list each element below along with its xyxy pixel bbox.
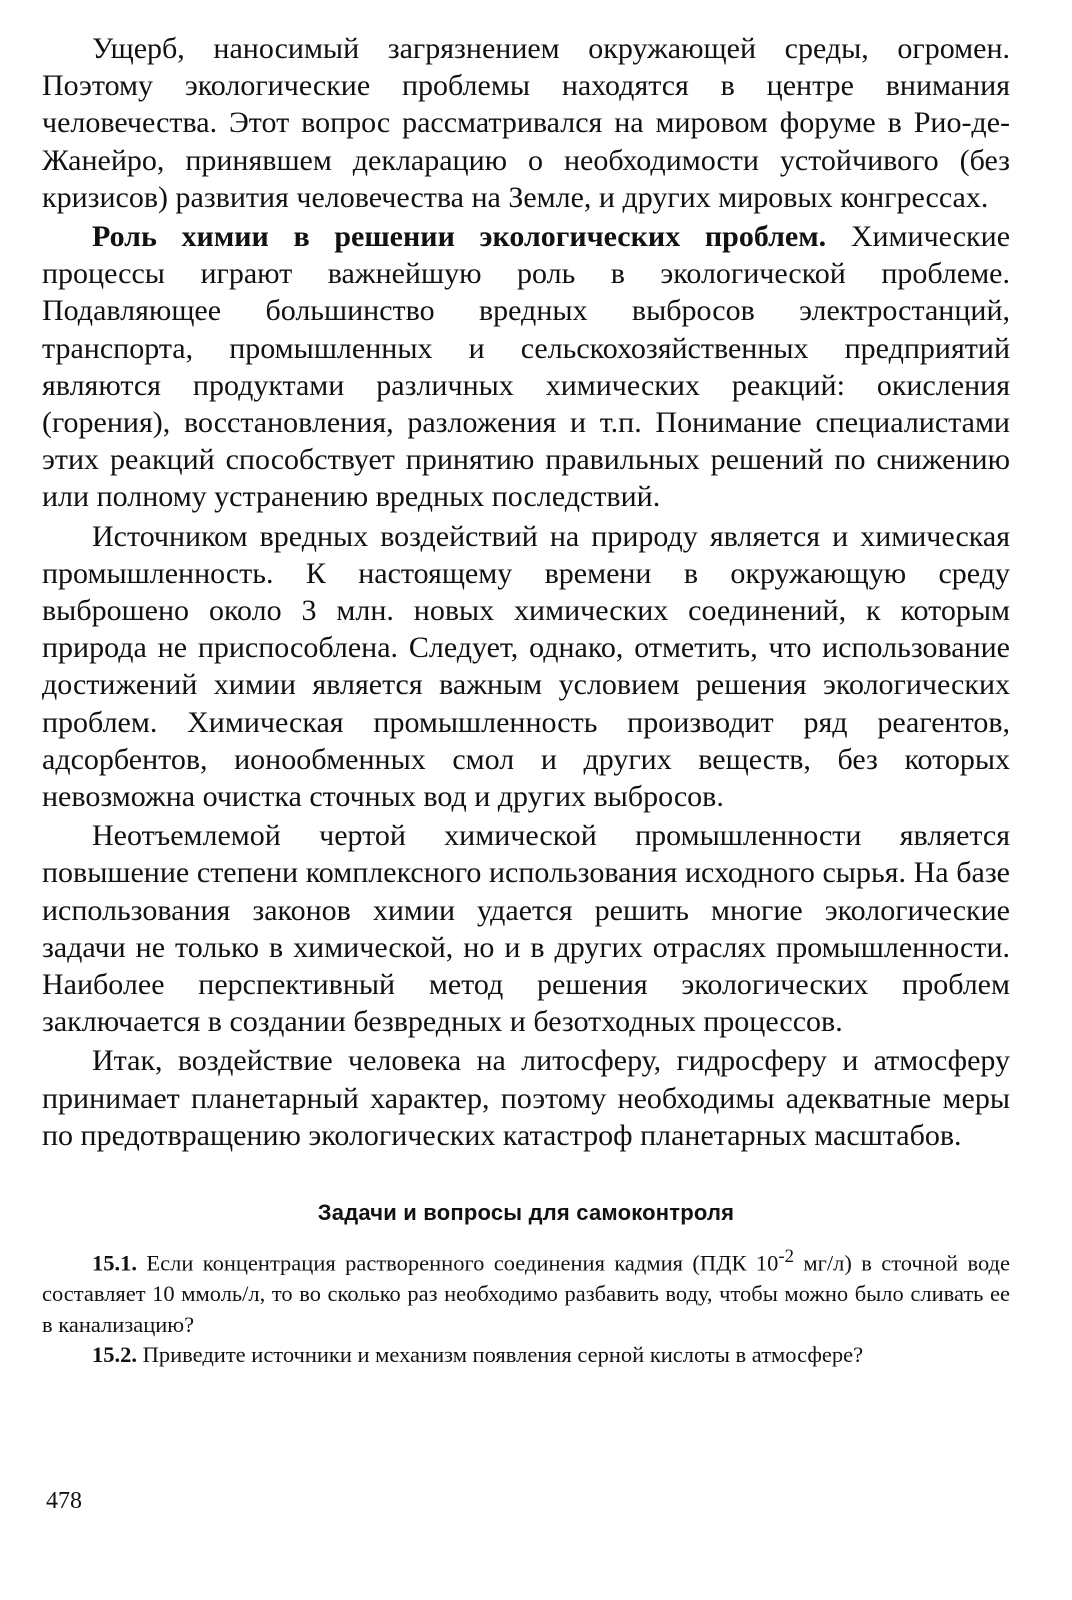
task-number: 15.2. [92, 1342, 137, 1368]
paragraph-3-text: Источником вредных воздействий на природу является и химическая промышленность. К настоящему времени в окружающую среду выброшено около 3 млн. новых химических соединений, к которым природа не приспособлена. Следует, однако, отметить, что использование достижений химии является важным условием решения экологических проблем. Химическая промышленность производит ряд реагентов, адсорбентов, ионообменных смол и других веществ, без которых невозможна очистка сточных вод и других выбросов. [42, 519, 1010, 814]
task-number: 15.1. [92, 1250, 137, 1276]
paragraph-5-text: Итак, воздействие человека на литосферу, гидросферу и атмосферу принимает планетарный характер, поэтому необходимы адекватные меры по предотвращению экологических катастроф планетарных масштабов. [42, 1044, 1010, 1152]
paragraph-5 [42, 1042, 1010, 1154]
task-text: Приведите источники и механизм появления серной кислоты в атмосфере? [137, 1342, 864, 1368]
paragraph-3 [42, 518, 1010, 816]
paragraph-2 [42, 218, 1010, 516]
section-title: Задачи и вопросы для самоконтроля [317, 1200, 735, 1226]
paragraph-4 [42, 817, 1010, 1040]
task-text: Если концентрация растворенного соединения кадмия (ПДК 10 [137, 1250, 779, 1276]
paragraph-4-text: Неотъемлемой чертой химической промышленности является повышение степени комплексного использования исходного сырья. На базе использования законов химии удается решить многие экологические задачи не только в химической, но и в других отраслях промышленности. Наиболее перспективный метод решения экологических проблем заключается в создании безвредных и безотходных процессов. [42, 819, 1010, 1039]
body-text [42, 30, 1010, 1154]
paragraph-2-text: Химические процессы играют важнейшую роль в экологической проблеме. Подавляющее большинство вредных выбросов электростанций, транспорта, промышленных и сельскохозяйственных предприятий являются продуктами различных химических реакций: окисления (горения), восстановления, разложения и т.п. Понимание специалистами этих реакций способствует принятию правильных решений по снижению или полному устранению вредных последствий. [42, 220, 1011, 514]
paragraph-1 [42, 30, 1010, 216]
book-page [42, 30, 1010, 1371]
page-number: 478 [46, 1488, 82, 1514]
task-item [42, 1340, 1010, 1371]
task-text-continued: мг/л) в сточной воде составляет 10 ммоль/л, то во сколько раз необходимо разбавить воду, чтобы можно было сливать ее в канализацию? [42, 1250, 1010, 1337]
paragraph-2-heading: Роль химии в решении экологических проблем. [92, 220, 827, 254]
paragraph-1-text: Ущерб, наносимый загрязнением окружающей среды, огромен. Поэтому экологические проблемы находятся в центре внимания человечества. Этот вопрос рассматривался на мировом форуме в Рио-де-Жанейро, принявшем декларацию о необходимости устойчивого (без кризисов) развития человечества на Земле, и других мировых конгрессах. [42, 32, 1010, 214]
task-superscript: -2 [778, 1246, 794, 1268]
task-item [42, 1242, 1010, 1340]
tasks-list [42, 1242, 1010, 1371]
